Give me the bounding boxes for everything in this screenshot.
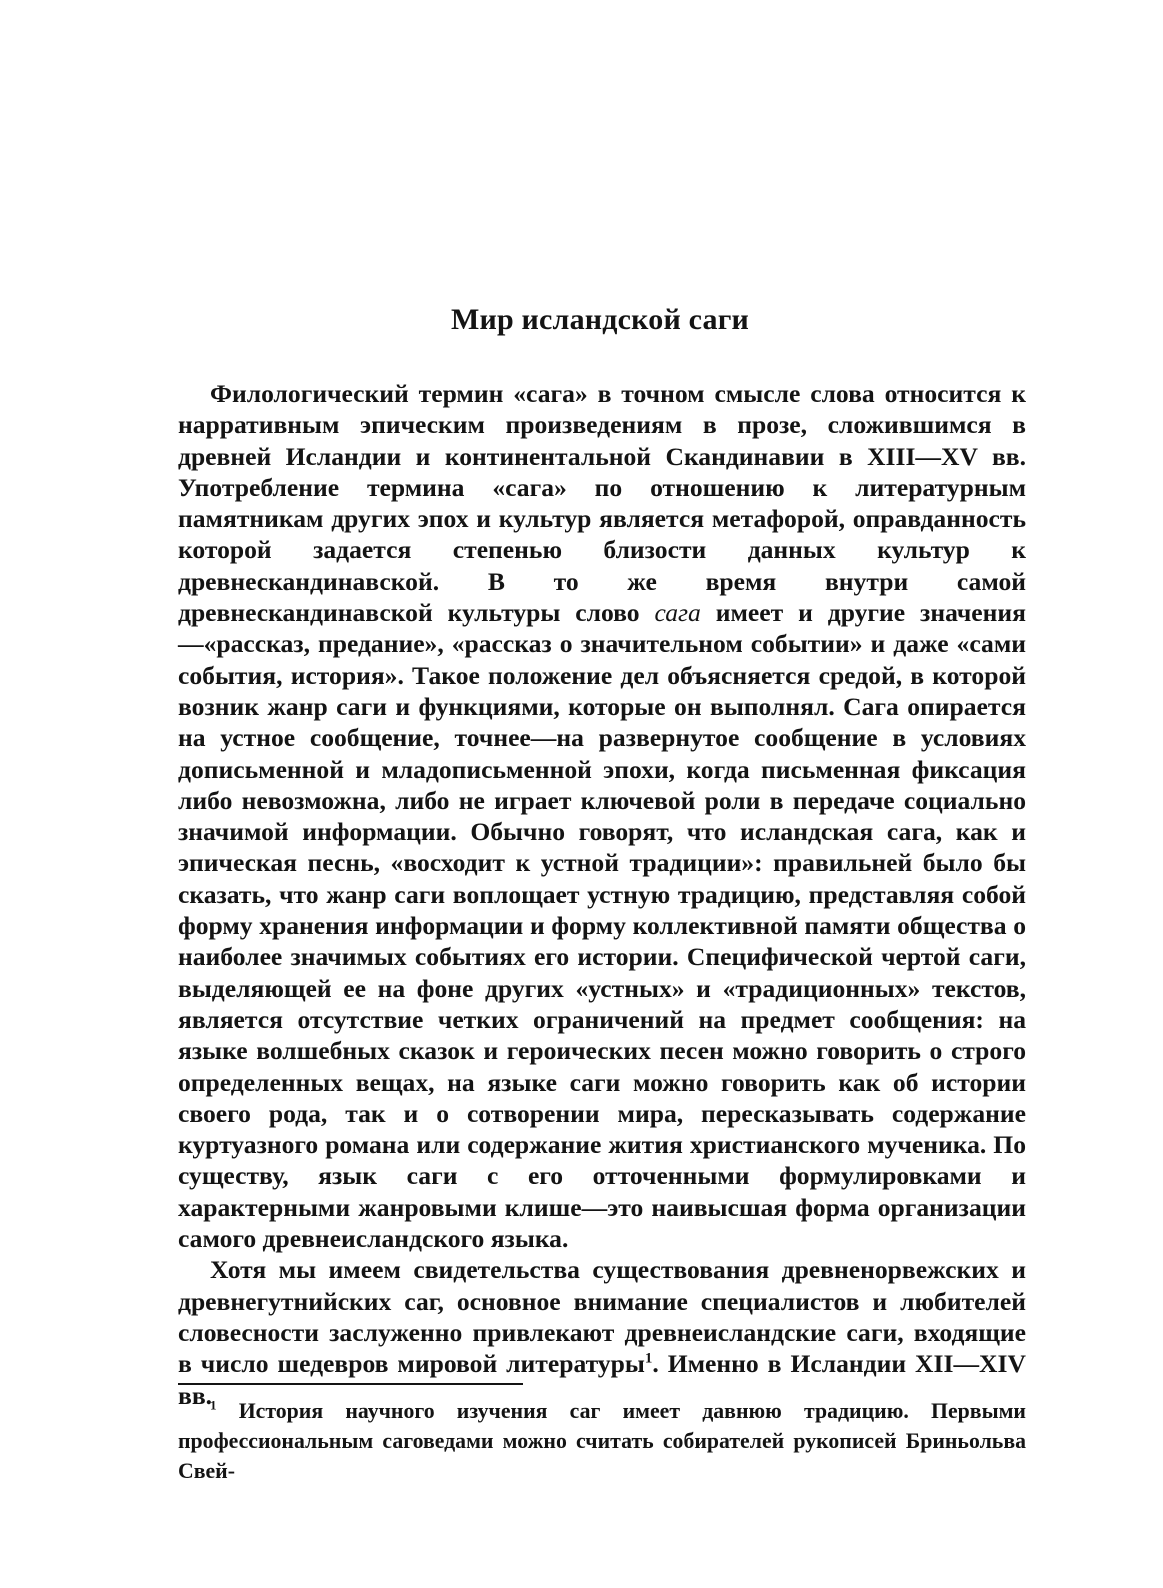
italic-term: сага: [654, 598, 701, 628]
paragraph-1-text-end: имеет и другие значения—«рассказ, предание», «рассказ о значительном событии» и даже «сами события, история». Такое положение дел объясняется средой, в которой возник жанр саги и функциями, которые он выполнял. Сага опирается на устное сообщение, точнее—на развернутое сообщение в условиях дописьменной и младописьменной эпохи, когда письменная фиксация либо невозможна, либо не играет ключевой роли в передаче социально значимой информации. Обычно говорят, что исландская сага, как и эпическая песнь, «восходит к устной традиции»: правильней было бы сказать, что жанр саги воплощает устную традицию, представляя собой форму хранения информации и форму коллективной памяти общества о наиболее значимых событиях его истории. Специфической чертой саги, выделяющей ее на фоне других «устных» и «традиционных» текстов, является отсутствие четких ограничений на предмет сообщения: на языке волшебных сказок и героических песен можно говорить о строго определенных вещах, на языке саги можно говорить как об истории своего рода, так и о сотворении мира, пересказывать содержание куртуазного романа или содержание жития христианского мученика. По существу, язык саги с его отточенными формулировками и характерными жанровыми клише—это наивысшая форма организации самого древнеисландского языка.: [178, 598, 1026, 1254]
footnote-text: История научного изучения саг имеет давнюю традицию. Первыми профессиональным саговедами можно считать собирателей рукописей Бриньольва Свей-: [178, 1399, 1026, 1483]
footnote-paragraph: [178, 1396, 1026, 1486]
paragraph-1-text-start: Филологический термин «сага» в точном смысле слова относится к нарративным эпическим произведениям в прозе, сложившимся в древней Исландии и континентальной Скандинавии в XIII—XV вв. Употребление термина «сага» по отношению к литературным памятникам других эпох и культур является метафорой, оправданность которой задается степенью близости данных культур к древнескандинавской. В то же время внутри самой древнескандинавской культуры слово: [178, 379, 1026, 628]
paragraph-2-text-end: . Именно в Исландии XII—XIV вв.: [178, 1349, 1026, 1410]
chapter-title: Мир исландской саги: [450, 303, 750, 336]
paragraph-2: [178, 1254, 1026, 1410]
paragraph-1: [178, 378, 1026, 1254]
paragraph-2-text-start: Хотя мы имеем свидетельства существования древненорвежских и древнегутнийских саг, основное внимание специалистов и любителей словесности заслуженно привлекают древнеисландские саги, входящие в число шедевров мировой литературы: [178, 1255, 1026, 1379]
footnote-divider: [178, 1383, 523, 1385]
footnote-reference: 1: [644, 1350, 653, 1367]
main-text: [178, 378, 1026, 1411]
footnote-mark: 1: [210, 1397, 217, 1413]
footnote: [178, 1396, 1026, 1486]
